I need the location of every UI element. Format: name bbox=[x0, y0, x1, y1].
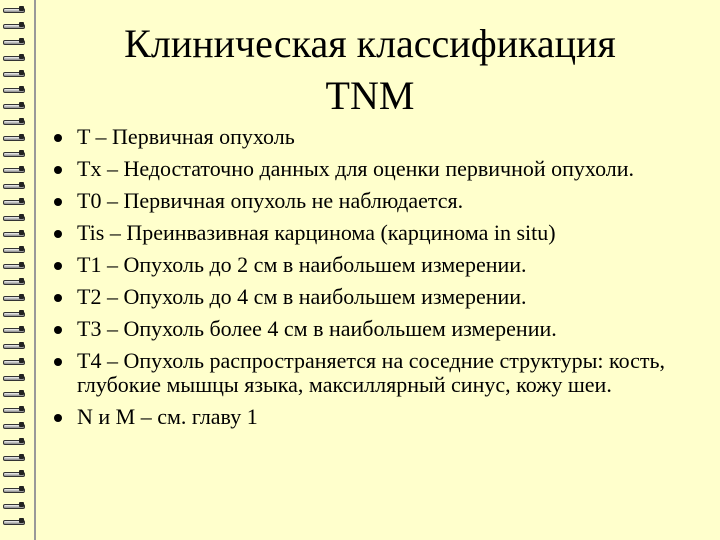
bullet-icon bbox=[54, 414, 62, 422]
notebook-binding bbox=[0, 0, 30, 540]
binding-ring bbox=[3, 88, 25, 93]
bullet-icon bbox=[54, 326, 62, 334]
slide-title-line-1: Клиническая классификация bbox=[124, 21, 616, 66]
binding-ring bbox=[3, 120, 25, 125]
binding-ring bbox=[3, 40, 25, 45]
bullet-icon bbox=[54, 134, 62, 142]
bullet-icon bbox=[54, 198, 62, 206]
binding-ring bbox=[3, 248, 25, 253]
binding-ring bbox=[3, 424, 25, 429]
binding-ring bbox=[3, 232, 25, 237]
binding-ring bbox=[3, 104, 25, 109]
binding-ring bbox=[3, 488, 25, 493]
list-item-text: T – Первичная опухоль bbox=[77, 124, 295, 149]
binding-ring bbox=[3, 520, 25, 525]
list-item bbox=[44, 253, 684, 277]
classification-list bbox=[44, 125, 684, 437]
binding-ring bbox=[3, 328, 25, 333]
binding-ring bbox=[3, 168, 25, 173]
binding-ring bbox=[3, 472, 25, 477]
binding-ring bbox=[3, 360, 25, 365]
list-item-text: T0 – Первичная опухоль не наблюдается. bbox=[77, 188, 464, 213]
list-item bbox=[44, 189, 684, 213]
list-item-text: Tx – Недостаточно данных для оценки первичной опухоли. bbox=[77, 156, 635, 181]
binding-ring bbox=[3, 8, 25, 13]
list-item bbox=[44, 221, 684, 245]
binding-ring bbox=[3, 216, 25, 221]
bullet-icon bbox=[54, 358, 62, 366]
list-item bbox=[44, 285, 684, 309]
binding-ring bbox=[3, 184, 25, 189]
binding-ring bbox=[3, 152, 25, 157]
binding-ring bbox=[3, 280, 25, 285]
binding-ring bbox=[3, 440, 25, 445]
list-item bbox=[44, 405, 684, 429]
binding-ring bbox=[3, 456, 25, 461]
binding-ring bbox=[3, 296, 25, 301]
binding-ring bbox=[3, 136, 25, 141]
slide-title bbox=[60, 18, 680, 122]
bullet-icon bbox=[54, 166, 62, 174]
bullet-icon bbox=[54, 294, 62, 302]
binding-ring bbox=[3, 392, 25, 397]
binding-ring bbox=[3, 312, 25, 317]
list-item-text: T2 – Опухоль до 4 см в наибольшем измерении. bbox=[77, 284, 527, 309]
binding-ring bbox=[3, 24, 25, 29]
list-item-text: T4 – Опухоль распространяется на соседние структуры: кость, глубокие мышцы языка, максиллярный синус, кожу шеи. bbox=[77, 348, 666, 397]
list-item bbox=[44, 317, 684, 341]
binding-ring bbox=[3, 264, 25, 269]
binding-ring bbox=[3, 344, 25, 349]
list-item-text: T1 – Опухоль до 2 см в наибольшем измерении. bbox=[77, 252, 527, 277]
slide-title-line-2: TNM bbox=[325, 73, 415, 118]
binding-ring bbox=[3, 376, 25, 381]
list-item-text: N и M – см. главу 1 bbox=[77, 404, 258, 429]
margin-line bbox=[34, 0, 36, 540]
list-item bbox=[44, 157, 684, 181]
list-item bbox=[44, 349, 684, 397]
bullet-icon bbox=[54, 230, 62, 238]
binding-ring bbox=[3, 504, 25, 509]
binding-ring bbox=[3, 200, 25, 205]
bullet-icon bbox=[54, 262, 62, 270]
list-item bbox=[44, 125, 684, 149]
binding-ring bbox=[3, 56, 25, 61]
list-item-text: T3 – Опухоль более 4 см в наибольшем измерении. bbox=[77, 316, 557, 341]
binding-ring bbox=[3, 408, 25, 413]
binding-ring bbox=[3, 72, 25, 77]
list-item-text: Tis – Преинвазивная карцинома (карцинома in situ) bbox=[77, 220, 556, 245]
